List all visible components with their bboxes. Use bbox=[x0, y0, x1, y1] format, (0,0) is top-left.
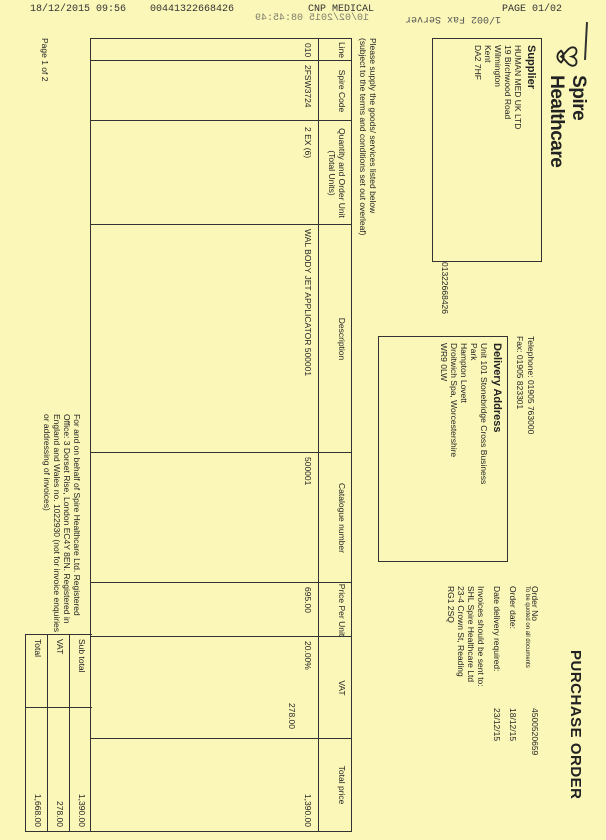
fax-sender: CNP MEDICAL bbox=[308, 4, 375, 15]
page-number: Page 1 of 2 bbox=[40, 38, 50, 82]
fax-page: PAGE 01/02 bbox=[502, 4, 563, 15]
header-line: Line bbox=[337, 41, 347, 59]
header-spire-code: Spire Code bbox=[337, 69, 347, 113]
row-description: WAL BODY JET APPLICATOR 500001 bbox=[303, 229, 313, 377]
invoice-line: 23-4 Crown St, Reading bbox=[456, 586, 466, 677]
contact-telephone: Telephone: 01905 763000 bbox=[526, 336, 536, 435]
subtotal-label: Sub total bbox=[77, 639, 87, 673]
total-value: 1,668.00 bbox=[33, 793, 43, 827]
header-description: Description bbox=[337, 317, 347, 361]
order-meta bbox=[446, 586, 540, 822]
supplier-box bbox=[432, 38, 542, 262]
order-date-value: 18/12/15 bbox=[508, 708, 518, 742]
order-no-label: Order No bbox=[530, 586, 540, 621]
supplier-telephone: 01322668426 bbox=[440, 262, 450, 315]
total-label: Total bbox=[33, 639, 43, 657]
footer-line: Office: 3 Dorset Rise, London EC4Y 8EN. Registered in bbox=[62, 414, 72, 624]
order-no-note: To be quoted on all documents bbox=[524, 586, 530, 668]
purchase-order-document bbox=[24, 30, 590, 830]
supplier-line: 19 Birchwood Road bbox=[503, 45, 513, 120]
fax-number: 00441322668426 bbox=[150, 4, 235, 15]
header-total: Total price bbox=[337, 765, 347, 805]
delivery-line: Droitwich Spa, Worcestershire bbox=[449, 343, 459, 458]
fax-date-time: 18/12/2015 09:56 bbox=[30, 4, 127, 15]
order-no-value: 4500520659 bbox=[530, 708, 540, 756]
fax-cut-line-left: 10/02/2015 08:45:49 bbox=[255, 13, 370, 24]
delivery-line: Park bbox=[469, 343, 479, 361]
supplier-line: Kent bbox=[483, 45, 493, 63]
page-title: PURCHASE ORDER bbox=[567, 650, 584, 800]
instructions bbox=[358, 38, 378, 236]
order-date-label: Order date: bbox=[508, 586, 518, 629]
delivery-date-value: 23/12/15 bbox=[492, 708, 502, 742]
footer-line: For and on behalf of Spire Healthcare Ltd. Registered bbox=[72, 414, 82, 616]
header-vat: VAT bbox=[337, 680, 347, 696]
delivery-line: Hampton Lovett bbox=[459, 343, 469, 404]
row-quantity: 2 EX (6) bbox=[303, 127, 313, 159]
logo-text: Spire Healthcare bbox=[546, 75, 589, 168]
total-row bbox=[26, 635, 48, 831]
row-vat-rate: 20.00% bbox=[303, 641, 313, 670]
fax-cut-line-right: 1/002 Fax Server bbox=[405, 13, 502, 24]
row-total: 1,390.00 bbox=[303, 793, 313, 827]
row-line: 010 bbox=[303, 43, 313, 58]
contact-fax: Fax: 01905 823301 bbox=[515, 336, 525, 410]
subtotal-value: 1,390.00 bbox=[77, 793, 87, 827]
invoice-line: SHL Spire Healthcare Ltd bbox=[466, 586, 476, 683]
instructions-line: (subject to the terms and conditions set out overleaf) bbox=[358, 38, 368, 236]
subtotal-row bbox=[69, 635, 92, 831]
spire-logo-icon bbox=[552, 44, 582, 69]
vat-value: 278.00 bbox=[55, 801, 65, 827]
order-table bbox=[90, 38, 352, 832]
vat-label: VAT bbox=[55, 639, 65, 655]
header-price: Price Per Unit bbox=[337, 583, 347, 637]
supplier-heading: Supplier bbox=[525, 45, 537, 90]
header-catalogue: Catalogue number bbox=[337, 483, 347, 553]
row-catalogue: 500001 bbox=[303, 457, 313, 486]
supplier-line: HUMAN MED UK LTD bbox=[513, 45, 523, 130]
delivery-heading: Delivery Address bbox=[491, 343, 503, 433]
logo bbox=[546, 44, 589, 194]
footer-line: England and Wales no. 1022930 (not for invoice enquiries bbox=[52, 414, 62, 632]
footer-line: or addressing of invoices) bbox=[42, 414, 52, 511]
instructions-line: Please supply the goods/ services listed below bbox=[368, 38, 378, 214]
row-vat-amount: 278.00 bbox=[287, 703, 297, 729]
totals-box bbox=[25, 634, 92, 832]
supplier-line: DA2 7HF bbox=[473, 45, 483, 80]
delivery-box bbox=[378, 336, 508, 562]
footer-legal bbox=[42, 414, 82, 634]
invoice-line: RG1 2SQ bbox=[446, 586, 456, 623]
invoice-address bbox=[446, 586, 486, 822]
contact-block bbox=[514, 336, 536, 434]
supplier-line: Wilmington bbox=[493, 45, 503, 88]
invoice-label: Invoices should be sent to: bbox=[476, 586, 486, 687]
header-quantity: Quantity and Order Unit (Total Units) bbox=[327, 128, 347, 218]
row-spire-code: 2FSW3724 bbox=[303, 65, 313, 108]
delivery-line: Unit 101 Stonebridge Cross Business bbox=[479, 343, 489, 485]
delivery-date-label: Date delivery required: bbox=[492, 586, 502, 672]
row-price: 695.00 bbox=[303, 587, 313, 613]
vat-row bbox=[47, 635, 70, 831]
delivery-line: WR9 0LW bbox=[439, 343, 449, 382]
